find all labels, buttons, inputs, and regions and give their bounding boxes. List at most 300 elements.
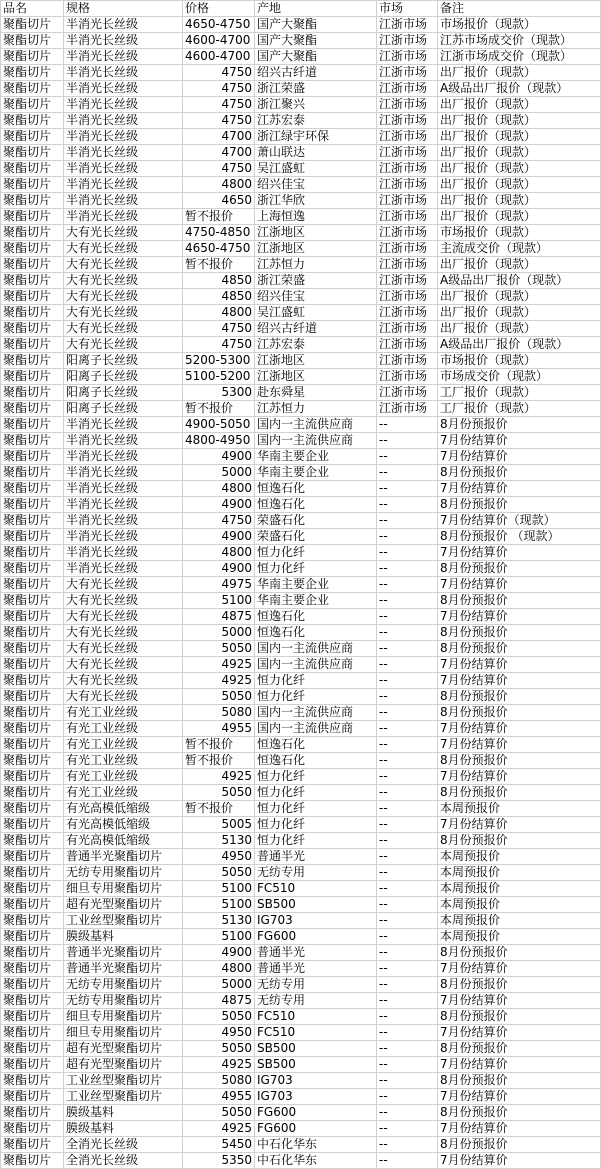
- cell-market: 江浙市场: [377, 225, 438, 241]
- table-row: [1, 353, 601, 369]
- cell-remark: 8月份预报价: [438, 945, 601, 961]
- cell-origin: 吴江盛虹: [255, 161, 377, 177]
- cell-product: 聚酯切片: [1, 913, 64, 929]
- cell-origin: 浙江荣盛: [255, 273, 377, 289]
- cell-remark: 出厂报价（现款）: [438, 289, 601, 305]
- cell-product: 聚酯切片: [1, 721, 64, 737]
- cell-market: --: [377, 1009, 438, 1025]
- cell-spec: 有光工业丝级: [64, 769, 183, 785]
- cell-product: 聚酯切片: [1, 417, 64, 433]
- cell-origin: 江苏恒力: [255, 257, 377, 273]
- cell-price: 4650: [183, 193, 255, 209]
- cell-spec: 半消光长丝级: [64, 481, 183, 497]
- cell-price: 5300: [183, 385, 255, 401]
- header-product: 品名: [1, 1, 64, 17]
- cell-spec: 半消光长丝级: [64, 545, 183, 561]
- cell-remark: 本周预报价: [438, 929, 601, 945]
- cell-spec: 工业丝型聚酯切片: [64, 1073, 183, 1089]
- cell-product: 聚酯切片: [1, 945, 64, 961]
- cell-spec: 阳离子长丝级: [64, 385, 183, 401]
- cell-product: 聚酯切片: [1, 465, 64, 481]
- cell-market: --: [377, 481, 438, 497]
- cell-remark: 出厂报价（现款）: [438, 161, 601, 177]
- cell-product: 聚酯切片: [1, 33, 64, 49]
- cell-spec: 工业丝型聚酯切片: [64, 1089, 183, 1105]
- table-row: [1, 177, 601, 193]
- cell-spec: 细旦专用聚酯切片: [64, 881, 183, 897]
- cell-price: 4925: [183, 1057, 255, 1073]
- cell-price: 4750: [183, 337, 255, 353]
- cell-price: 4600-4700: [183, 33, 255, 49]
- table-row: [1, 113, 601, 129]
- cell-market: 江浙市场: [377, 17, 438, 33]
- cell-product: 聚酯切片: [1, 577, 64, 593]
- cell-origin: FC510: [255, 881, 377, 897]
- cell-market: 江浙市场: [377, 33, 438, 49]
- table-row: [1, 1153, 601, 1169]
- cell-origin: 江浙地区: [255, 369, 377, 385]
- table-row: [1, 657, 601, 673]
- header-market: 市场: [377, 1, 438, 17]
- table-row: [1, 65, 601, 81]
- cell-market: 江浙市场: [377, 81, 438, 97]
- cell-spec: 大有光长丝级: [64, 641, 183, 657]
- cell-remark: 7月份结算价: [438, 1153, 601, 1169]
- cell-spec: 大有光长丝级: [64, 289, 183, 305]
- cell-spec: 半消光长丝级: [64, 561, 183, 577]
- cell-price: 5000: [183, 625, 255, 641]
- cell-remark: 7月份结算价: [438, 673, 601, 689]
- cell-spec: 半消光长丝级: [64, 209, 183, 225]
- cell-spec: 半消光长丝级: [64, 33, 183, 49]
- cell-product: 聚酯切片: [1, 369, 64, 385]
- cell-market: --: [377, 737, 438, 753]
- cell-origin: 萧山联达: [255, 145, 377, 161]
- cell-price: 5100: [183, 593, 255, 609]
- cell-price: 5050: [183, 689, 255, 705]
- table-row: [1, 945, 601, 961]
- table-row: [1, 769, 601, 785]
- cell-origin: FC510: [255, 1025, 377, 1041]
- cell-market: --: [377, 593, 438, 609]
- cell-price: 4750: [183, 113, 255, 129]
- cell-market: --: [377, 945, 438, 961]
- cell-spec: 无纺专用聚酯切片: [64, 993, 183, 1009]
- table-row: [1, 369, 601, 385]
- cell-product: 聚酯切片: [1, 129, 64, 145]
- cell-remark: 8月份预报价: [438, 705, 601, 721]
- cell-remark: 出厂报价（现款）: [438, 193, 601, 209]
- table-row: [1, 289, 601, 305]
- cell-product: 聚酯切片: [1, 1105, 64, 1121]
- cell-market: 江浙市场: [377, 289, 438, 305]
- cell-price: 4925: [183, 769, 255, 785]
- cell-market: --: [377, 417, 438, 433]
- cell-remark: 出厂报价（现款）: [438, 129, 601, 145]
- cell-market: --: [377, 1057, 438, 1073]
- cell-price: 5450: [183, 1137, 255, 1153]
- cell-remark: 7月份结算价: [438, 993, 601, 1009]
- cell-origin: IG703: [255, 913, 377, 929]
- cell-remark: 市场成交价（现款）: [438, 369, 601, 385]
- cell-origin: 恒逸石化: [255, 625, 377, 641]
- cell-spec: 膜级基料: [64, 1105, 183, 1121]
- cell-market: 江浙市场: [377, 65, 438, 81]
- cell-origin: 国内一主流供应商: [255, 705, 377, 721]
- cell-product: 聚酯切片: [1, 593, 64, 609]
- cell-remark: 出厂报价（现款）: [438, 113, 601, 129]
- cell-product: 聚酯切片: [1, 1041, 64, 1057]
- cell-remark: 出厂报价（现款）: [438, 97, 601, 113]
- cell-product: 聚酯切片: [1, 289, 64, 305]
- cell-remark: 7月份结算价: [438, 1121, 601, 1137]
- cell-spec: 工业丝型聚酯切片: [64, 913, 183, 929]
- cell-price: 4900: [183, 449, 255, 465]
- cell-spec: 细旦专用聚酯切片: [64, 1025, 183, 1041]
- table-row: [1, 577, 601, 593]
- cell-origin: FG600: [255, 929, 377, 945]
- cell-remark: 7月份结算价（现款）: [438, 513, 601, 529]
- table-row: [1, 1041, 601, 1057]
- cell-spec: 半消光长丝级: [64, 193, 183, 209]
- table-row: [1, 1121, 601, 1137]
- cell-product: 聚酯切片: [1, 801, 64, 817]
- table-row: [1, 593, 601, 609]
- cell-spec: 半消光长丝级: [64, 433, 183, 449]
- cell-market: --: [377, 577, 438, 593]
- cell-origin: 恒逸石化: [255, 497, 377, 513]
- cell-origin: 恒力化纤: [255, 673, 377, 689]
- cell-spec: 阳离子长丝级: [64, 353, 183, 369]
- cell-remark: 工厂报价（现款）: [438, 385, 601, 401]
- cell-origin: 国内一主流供应商: [255, 417, 377, 433]
- cell-origin: 荣盛石化: [255, 529, 377, 545]
- cell-price: 5200-5300: [183, 353, 255, 369]
- cell-remark: 8月份预报价: [438, 593, 601, 609]
- table-row: [1, 801, 601, 817]
- cell-product: 聚酯切片: [1, 209, 64, 225]
- cell-product: 聚酯切片: [1, 305, 64, 321]
- cell-spec: 半消光长丝级: [64, 145, 183, 161]
- cell-product: 聚酯切片: [1, 161, 64, 177]
- cell-market: --: [377, 1153, 438, 1169]
- cell-product: 聚酯切片: [1, 1025, 64, 1041]
- cell-remark: 江浙市场成交价（现款）: [438, 49, 601, 65]
- cell-origin: SB500: [255, 1041, 377, 1057]
- cell-price: 5100: [183, 881, 255, 897]
- cell-price: 5350: [183, 1153, 255, 1169]
- cell-price: 4800: [183, 305, 255, 321]
- cell-price: 4975: [183, 577, 255, 593]
- cell-market: --: [377, 721, 438, 737]
- cell-market: --: [377, 1105, 438, 1121]
- cell-price: 4900: [183, 561, 255, 577]
- header-remark: 备注: [438, 1, 601, 17]
- cell-product: 聚酯切片: [1, 561, 64, 577]
- cell-origin: 浙江聚兴: [255, 97, 377, 113]
- cell-market: --: [377, 897, 438, 913]
- table-row: [1, 849, 601, 865]
- cell-price: 4950: [183, 849, 255, 865]
- table-row: [1, 337, 601, 353]
- cell-product: 聚酯切片: [1, 753, 64, 769]
- cell-origin: 绍兴佳宝: [255, 289, 377, 305]
- table-row: [1, 433, 601, 449]
- table-row: [1, 193, 601, 209]
- cell-market: --: [377, 625, 438, 641]
- cell-market: 江浙市场: [377, 369, 438, 385]
- cell-spec: 有光高模低缩级: [64, 833, 183, 849]
- cell-origin: 恒力化纤: [255, 545, 377, 561]
- cell-product: 聚酯切片: [1, 1089, 64, 1105]
- cell-remark: 出厂报价（现款）: [438, 321, 601, 337]
- cell-product: 聚酯切片: [1, 609, 64, 625]
- cell-price: 4750: [183, 97, 255, 113]
- cell-origin: 恒力化纤: [255, 689, 377, 705]
- cell-product: 聚酯切片: [1, 1153, 64, 1169]
- cell-remark: 8月份预报价: [438, 1073, 601, 1089]
- cell-price: 4700: [183, 145, 255, 161]
- cell-product: 聚酯切片: [1, 641, 64, 657]
- cell-remark: 主流成交价（现款）: [438, 241, 601, 257]
- cell-origin: 普通半光: [255, 961, 377, 977]
- table-row: [1, 1057, 601, 1073]
- cell-origin: 恒逸石化: [255, 737, 377, 753]
- cell-price: 5005: [183, 817, 255, 833]
- cell-spec: 大有光长丝级: [64, 321, 183, 337]
- cell-product: 聚酯切片: [1, 321, 64, 337]
- cell-market: --: [377, 993, 438, 1009]
- cell-remark: 出厂报价（现款）: [438, 305, 601, 321]
- cell-price: 5100: [183, 897, 255, 913]
- cell-remark: 8月份预报价: [438, 1105, 601, 1121]
- table-row: [1, 561, 601, 577]
- cell-product: 聚酯切片: [1, 177, 64, 193]
- cell-origin: 荣盛石化: [255, 513, 377, 529]
- cell-spec: 半消光长丝级: [64, 529, 183, 545]
- cell-spec: 大有光长丝级: [64, 689, 183, 705]
- cell-origin: 恒逸石化: [255, 481, 377, 497]
- cell-product: 聚酯切片: [1, 241, 64, 257]
- cell-spec: 半消光长丝级: [64, 81, 183, 97]
- cell-market: 江浙市场: [377, 321, 438, 337]
- cell-product: 聚酯切片: [1, 49, 64, 65]
- header-origin: 产地: [255, 1, 377, 17]
- table-row: [1, 241, 601, 257]
- cell-spec: 大有光长丝级: [64, 657, 183, 673]
- cell-market: --: [377, 913, 438, 929]
- cell-spec: 无纺专用聚酯切片: [64, 977, 183, 993]
- cell-price: 暂不报价: [183, 737, 255, 753]
- cell-price: 暂不报价: [183, 801, 255, 817]
- cell-origin: 浙江华欣: [255, 193, 377, 209]
- cell-market: --: [377, 1137, 438, 1153]
- cell-origin: 国内一主流供应商: [255, 641, 377, 657]
- cell-price: 暂不报价: [183, 753, 255, 769]
- table-row: [1, 465, 601, 481]
- cell-origin: FC510: [255, 1009, 377, 1025]
- table-row: [1, 977, 601, 993]
- cell-remark: 8月份预报价: [438, 561, 601, 577]
- table-row: [1, 497, 601, 513]
- cell-remark: 本周预报价: [438, 865, 601, 881]
- cell-origin: 恒力化纤: [255, 561, 377, 577]
- cell-market: --: [377, 881, 438, 897]
- table-row: [1, 721, 601, 737]
- cell-remark: A级品出厂报价（现款）: [438, 337, 601, 353]
- cell-market: --: [377, 657, 438, 673]
- cell-market: 江浙市场: [377, 241, 438, 257]
- cell-origin: 绍兴古纤道: [255, 321, 377, 337]
- table-row: [1, 689, 601, 705]
- cell-price: 4600-4700: [183, 49, 255, 65]
- table-row: [1, 913, 601, 929]
- cell-remark: A级品出厂报价（现款）: [438, 81, 601, 97]
- cell-remark: 8月份预报价: [438, 417, 601, 433]
- cell-origin: 华南主要企业: [255, 577, 377, 593]
- cell-spec: 有光工业丝级: [64, 753, 183, 769]
- cell-origin: 江苏恒力: [255, 401, 377, 417]
- cell-price: 5050: [183, 1041, 255, 1057]
- cell-spec: 半消光长丝级: [64, 497, 183, 513]
- cell-market: 江浙市场: [377, 145, 438, 161]
- cell-market: --: [377, 545, 438, 561]
- cell-product: 聚酯切片: [1, 817, 64, 833]
- cell-product: 聚酯切片: [1, 65, 64, 81]
- cell-origin: 无纺专用: [255, 865, 377, 881]
- cell-product: 聚酯切片: [1, 225, 64, 241]
- table-row: [1, 673, 601, 689]
- cell-remark: 出厂报价（现款）: [438, 209, 601, 225]
- table-row: [1, 1105, 601, 1121]
- table-row: [1, 273, 601, 289]
- cell-origin: 恒力化纤: [255, 785, 377, 801]
- cell-remark: 出厂报价（现款）: [438, 65, 601, 81]
- cell-price: 4700: [183, 129, 255, 145]
- cell-price: 4925: [183, 1121, 255, 1137]
- cell-market: --: [377, 817, 438, 833]
- cell-spec: 半消光长丝级: [64, 113, 183, 129]
- cell-spec: 大有光长丝级: [64, 225, 183, 241]
- cell-product: 聚酯切片: [1, 113, 64, 129]
- cell-product: 聚酯切片: [1, 881, 64, 897]
- cell-market: 江浙市场: [377, 385, 438, 401]
- cell-price: 4850: [183, 289, 255, 305]
- table-row: [1, 81, 601, 97]
- cell-price: 4925: [183, 657, 255, 673]
- cell-product: 聚酯切片: [1, 513, 64, 529]
- cell-market: --: [377, 1041, 438, 1057]
- cell-market: --: [377, 609, 438, 625]
- cell-remark: 7月份结算价: [438, 721, 601, 737]
- cell-remark: 8月份预报价: [438, 785, 601, 801]
- cell-market: --: [377, 529, 438, 545]
- cell-origin: 恒逸石化: [255, 609, 377, 625]
- cell-market: --: [377, 673, 438, 689]
- cell-product: 聚酯切片: [1, 433, 64, 449]
- cell-product: 聚酯切片: [1, 993, 64, 1009]
- cell-price: 4750: [183, 321, 255, 337]
- cell-product: 聚酯切片: [1, 705, 64, 721]
- cell-remark: 7月份结算价: [438, 769, 601, 785]
- cell-remark: 本周预报价: [438, 913, 601, 929]
- cell-market: 江浙市场: [377, 305, 438, 321]
- table-row: [1, 817, 601, 833]
- cell-origin: 华南主要企业: [255, 593, 377, 609]
- cell-origin: 华南主要企业: [255, 465, 377, 481]
- cell-remark: 出厂报价（现款）: [438, 145, 601, 161]
- cell-spec: 大有光长丝级: [64, 593, 183, 609]
- cell-product: 聚酯切片: [1, 17, 64, 33]
- cell-price: 4800: [183, 545, 255, 561]
- header-price: 价格: [183, 1, 255, 17]
- table-row: [1, 625, 601, 641]
- cell-price: 4875: [183, 993, 255, 1009]
- cell-spec: 超有光型聚酯切片: [64, 897, 183, 913]
- cell-remark: 8月份预报价: [438, 641, 601, 657]
- cell-origin: 恒力化纤: [255, 769, 377, 785]
- cell-spec: 半消光长丝级: [64, 49, 183, 65]
- cell-product: 聚酯切片: [1, 897, 64, 913]
- cell-origin: 恒力化纤: [255, 833, 377, 849]
- cell-price: 4750: [183, 161, 255, 177]
- table-row: [1, 305, 601, 321]
- cell-market: 江浙市场: [377, 353, 438, 369]
- cell-price: 4900: [183, 945, 255, 961]
- cell-remark: 8月份预报价: [438, 977, 601, 993]
- cell-spec: 半消光长丝级: [64, 513, 183, 529]
- cell-spec: 膜级基料: [64, 1121, 183, 1137]
- cell-product: 聚酯切片: [1, 497, 64, 513]
- table-row: [1, 449, 601, 465]
- cell-market: --: [377, 753, 438, 769]
- cell-remark: 8月份预报价: [438, 1009, 601, 1025]
- cell-product: 聚酯切片: [1, 737, 64, 753]
- cell-market: --: [377, 1089, 438, 1105]
- cell-origin: 国内一主流供应商: [255, 721, 377, 737]
- cell-market: --: [377, 865, 438, 881]
- cell-remark: 江苏市场成交价（现款）: [438, 33, 601, 49]
- cell-spec: 半消光长丝级: [64, 161, 183, 177]
- cell-market: 江浙市场: [377, 49, 438, 65]
- cell-market: --: [377, 801, 438, 817]
- table-row: [1, 753, 601, 769]
- cell-spec: 大有光长丝级: [64, 337, 183, 353]
- cell-remark: 7月份结算价: [438, 1025, 601, 1041]
- cell-origin: 国内一主流供应商: [255, 433, 377, 449]
- cell-product: 聚酯切片: [1, 193, 64, 209]
- cell-market: 江浙市场: [377, 337, 438, 353]
- cell-spec: 半消光长丝级: [64, 97, 183, 113]
- table-row: [1, 385, 601, 401]
- cell-price: 4850: [183, 273, 255, 289]
- cell-remark: 本周预报价: [438, 849, 601, 865]
- cell-price: 5130: [183, 913, 255, 929]
- cell-origin: 江浙地区: [255, 353, 377, 369]
- table-row: [1, 961, 601, 977]
- cell-price: 5050: [183, 785, 255, 801]
- table-row: [1, 865, 601, 881]
- cell-remark: 市场报价（现款）: [438, 225, 601, 241]
- cell-remark: 8月份预报价: [438, 1041, 601, 1057]
- cell-origin: 江苏宏泰: [255, 113, 377, 129]
- cell-remark: 7月份结算价: [438, 433, 601, 449]
- cell-market: --: [377, 433, 438, 449]
- cell-price: 4750-4850: [183, 225, 255, 241]
- table-row: [1, 737, 601, 753]
- cell-price: 5050: [183, 1009, 255, 1025]
- cell-origin: FG600: [255, 1105, 377, 1121]
